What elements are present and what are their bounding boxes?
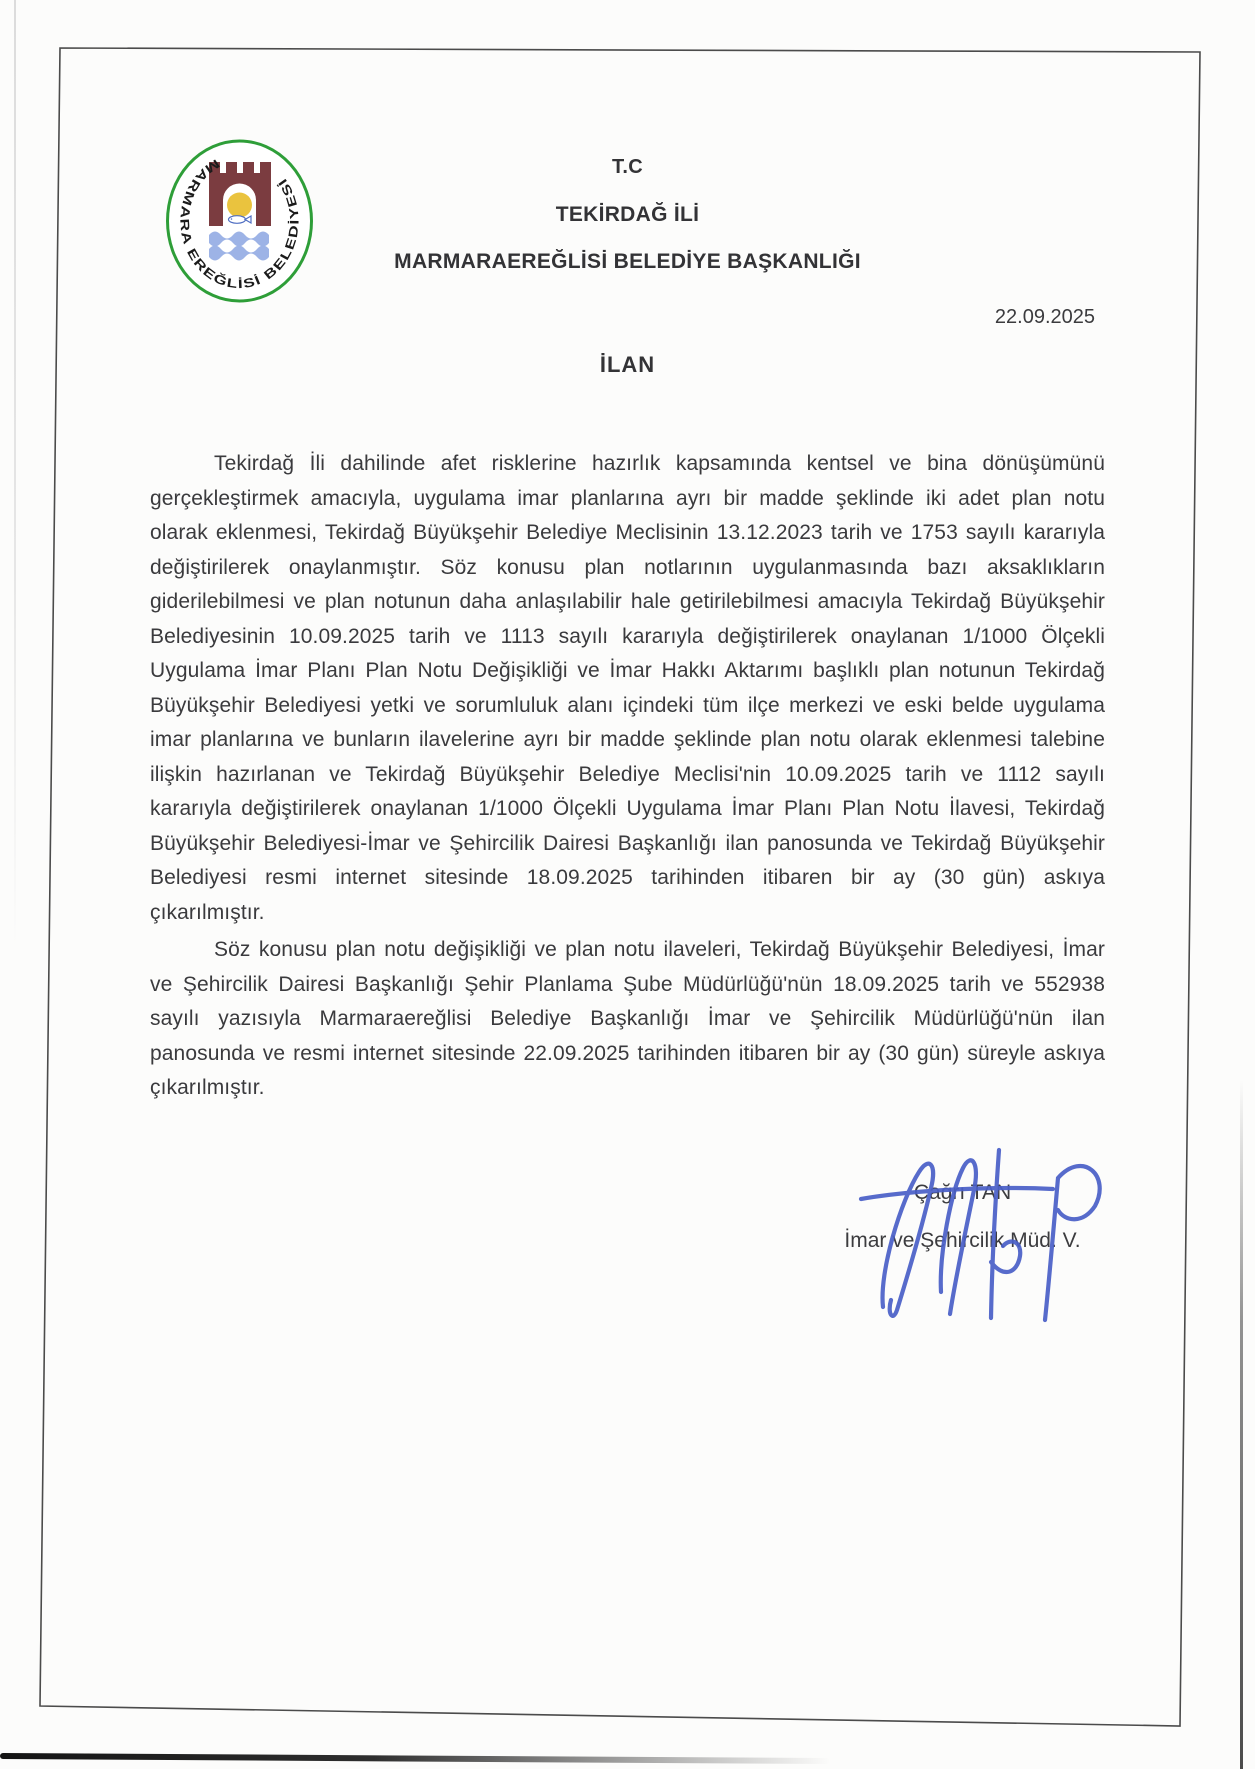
body-paragraph-2: Söz konusu plan notu değişikliği ve plan notu ilaveleri, Tekirdağ Büyükşehir Belediyesi, İmar ve Şehircilik Dairesi Başkanlığı Şehir Planlama Şube Müdürlüğü'nün 18.09.2025 tarih ve 552938 sayılı yazısıyla Marmaraereğlisi Belediye Başkanlığı İmar ve Şehircilik Müdürlüğü'nün ilan panosunda ve resmi internet sitesinde 22.09.2025 tarihinden itibaren bir ay (30 gün) süreyle askıya çıkarılmıştır. xyxy=(150,938,1105,1099)
scan-artifact-left-line xyxy=(14,0,16,950)
signer-name: Çağrı TAN xyxy=(913,1181,1012,1204)
scan-artifact-right-edge xyxy=(1240,1080,1243,1769)
announcement-body xyxy=(150,447,1105,1106)
document-title: İLAN xyxy=(599,352,656,377)
body-paragraph-1: Tekirdağ İli dahilinde afet risklerine hazırlık kapsamında kentsel ve bina dönüşümünü gerçekleştirmek amacıyla, uygulama imar planlarına ayrı bir madde şeklinde iki adet plan notu olarak eklenmesi, Tekirdağ Büyükşehir Belediye Meclisinin 13.12.2023 tarih ve 1753 sayılı kararıyla değiştirilerek onaylanmıştır. Söz konusu plan notlarının uygulanmasında bazı aksaklıkların giderilebilmesi ve plan notunun daha anlaşılabilir hale getirilebilmesi amacıyla Tekirdağ Büyükşehir Belediyesinin 10.09.2025 tarih ve 1113 sayılı kararıyla değiştirilerek onaylanan 1/1000 Ölçekli Uygulama İmar Planı Plan Notu Değişikliği ve İmar Hakkı Aktarımı başlıklı plan notunun Tekirdağ Büyükşehir Belediyesi yetki ve sorumluluk alanı içindeki tüm ilçe merkezi ve eski belde uygulama imar planlarına ve bunların ilavelerine ayrı bir madde şeklinde plan notu olarak eklenmesi talebine ilişkin hazırlanan ve Tekirdağ Büyükşehir Belediye Meclisi'nin 10.09.2025 tarih ve 1112 sayılı kararıyla değiştirilerek onaylanan 1/1000 Ölçekli Uygulama İmar Planı Plan Notu İlavesi, Tekirdağ Büyükşehir Belediyesi-İmar ve Şehircilik Dairesi Başkanlığı ilan panosunda ve Tekirdağ Büyükşehir Belediyesi resmi internet sitesinde 18.09.2025 tarihinden itibaren bir ay (30 gün) askıya çıkarılmıştır. xyxy=(150,452,1105,924)
header-municipality: MARMARAEREĞLİSİ BELEDİYE BAŞKANLIĞI xyxy=(394,250,861,273)
signer-role: İmar ve Şehircilik Müd. V. xyxy=(844,1229,1081,1252)
signature-block xyxy=(810,1181,1115,1253)
scan-artifact-bottom-edge xyxy=(0,1753,830,1764)
logo-ring-text: MARMARA EREĞLİSİ BELEDİYESİ xyxy=(177,156,302,292)
document-date: 22.09.2025 xyxy=(994,306,1095,328)
header-tc: T.C xyxy=(612,156,643,178)
header-province: TEKİRDAĞ İLİ xyxy=(555,203,700,226)
